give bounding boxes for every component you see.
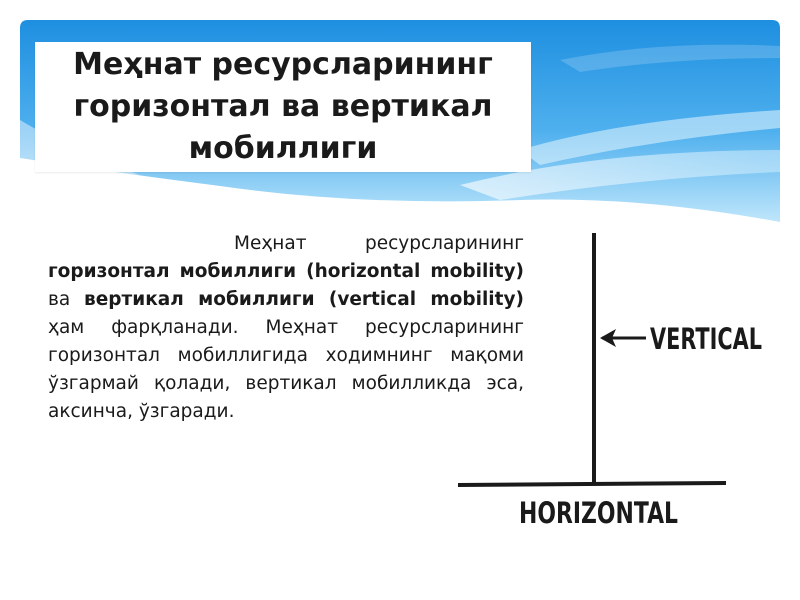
mobility-diagram bbox=[450, 225, 780, 545]
body-text-part-2: ва bbox=[48, 289, 71, 310]
slide-title: Меҳнат ресурсларининг горизонтал ва вертикал мобиллиги bbox=[73, 47, 493, 166]
body-bold-vertical: вертикал мобиллиги (vertical mobility) bbox=[84, 289, 524, 310]
horizontal-label: HORIZONTAL bbox=[519, 496, 678, 530]
horizontal-axis-line bbox=[458, 483, 726, 485]
left-arrow-icon bbox=[600, 329, 646, 347]
title-box bbox=[35, 42, 531, 172]
body-bold-horizontal: горизонтал мобиллиги (horizontal mobility) bbox=[48, 261, 524, 282]
body-text-part-1: Меҳнат ресурсларининг bbox=[234, 233, 524, 254]
body-text-part-3: ҳам фарқланади. Меҳнат ресурсларининг горизонтал мобиллигида ходимнинг мақоми ўзгармай қолади, вертикал мобилликда эса, аксинча, ўзгаради. bbox=[48, 317, 524, 422]
vertical-label: VERTICAL bbox=[650, 322, 762, 356]
